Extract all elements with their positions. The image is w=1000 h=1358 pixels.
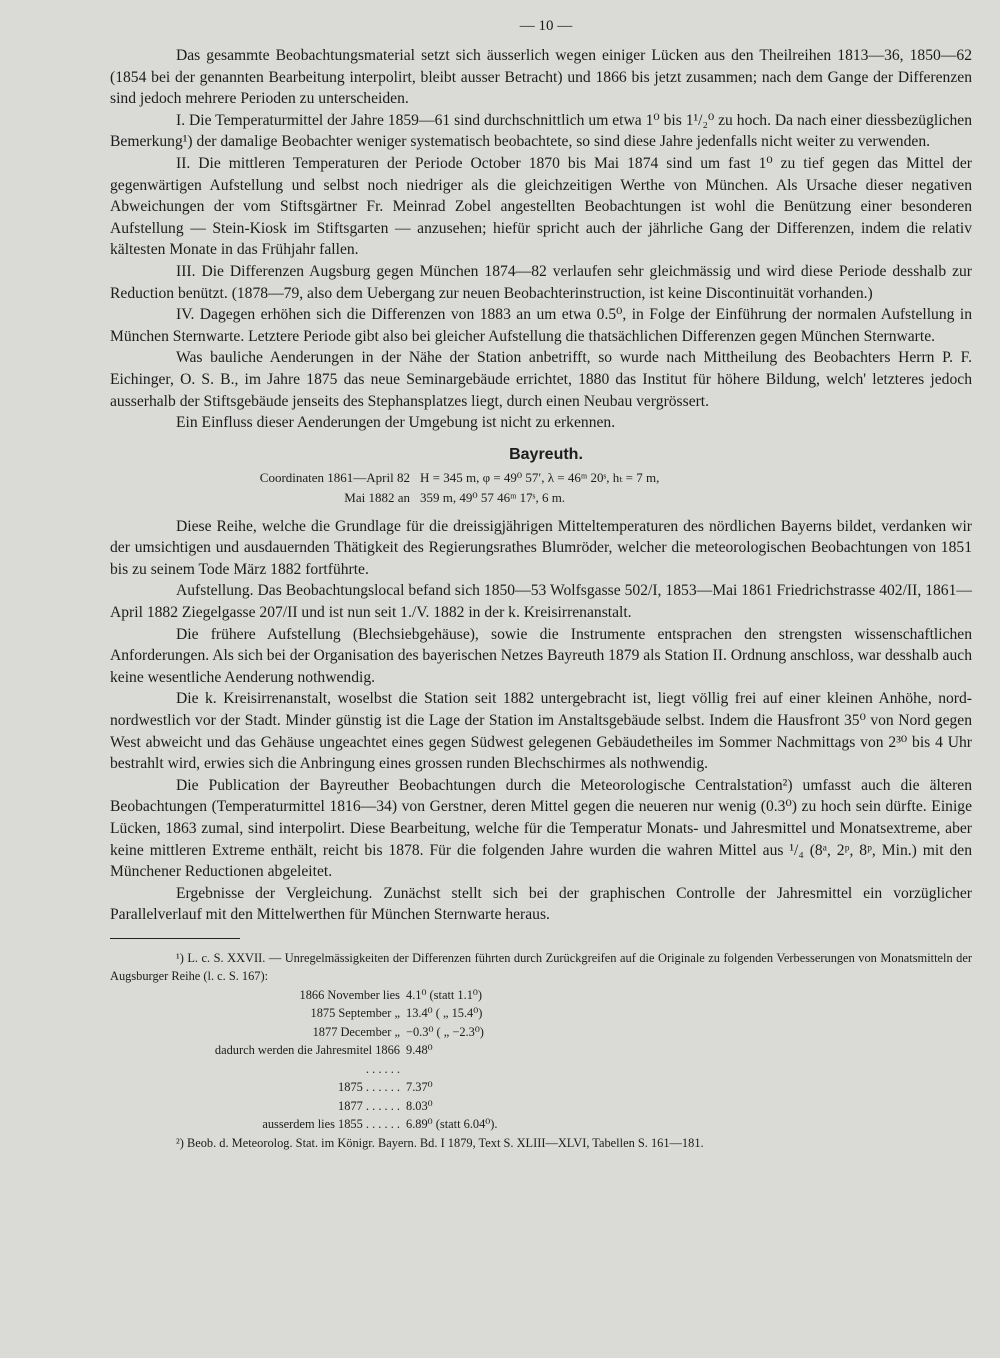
footnote-row-right: 8.03⁰ <box>406 1098 433 1113</box>
footnote-1-table <box>210 986 972 1134</box>
body-text-bottom <box>110 516 972 926</box>
paragraph: II. Die mittleren Temperaturen der Periode October 1870 bis Mai 1874 sind um fast 1⁰ zu tief gegen das Mittel der gegenwärtigen Aufstellung und selbst noch niedriger als die gleichzeitigen Werthe von München. Als Ursache dieser negativen Abweichungen der vom Stiftsgärtner Fr. Meinrad Zobel angestellten Beobachtungen ist wohl die Benützung einer besonderen Aufstellung — Stein-Kiosk im Stiftsgarten — anzusehen; hiefür spricht auch der jährliche Gang der Differenzen, indem die relativ kältesten Monate in das Frühjahr fallen. <box>110 154 972 259</box>
footnote-row <box>210 1115 972 1134</box>
paragraph: IV. Dagegen erhöhen sich die Differenzen von 1883 an um etwa 0.5⁰, in Folge der Einführung der normalen Aufstellung in München Sternwarte. Letztere Periode gibt also bei gleicher Aufstellung die thatsächlichen Differenzen gegen München Sternwarte. <box>110 306 972 345</box>
paragraph: Ein Einfluss dieser Aenderungen der Umgebung ist nicht zu erkennen. <box>176 414 616 432</box>
footnote-2: ²) Beob. d. Meteorolog. Stat. im Königr. Bayern. Bd. I 1879, Text S. XLIII—XLVI, Tabellen S. 161—181. <box>176 1135 704 1150</box>
footnote-row-left: 1866 November lies <box>299 987 400 1002</box>
section-title: Bayreuth. <box>509 445 583 463</box>
footnote-row-left: 1875 September „ <box>310 1006 400 1021</box>
footnote-row-right: 13.4⁰ ( „ 15.4⁰) <box>406 1006 483 1021</box>
footnote-row-left: 1875 . . . . . . <box>338 1080 400 1095</box>
footnote-row-left: ausserdem lies 1855 . . . . . . <box>262 1117 400 1132</box>
coordinates-label: Coordinaten 1861—April 82 <box>259 469 410 485</box>
coordinates-value: 359 m, 49⁰ 57 46ᵐ 17ˢ, 6 m. <box>420 489 566 505</box>
paragraph: Was bauliche Aenderungen in der Nähe der Station anbetrifft, so wurde nach Mittheilung des Beobachters Herrn P. F. Eichinger, O. S. B., im Jahre 1875 das neue Seminargebäude errichtet, 1880 das Institut für höhere Bildung, welch' letzteres jedoch ausserhalb der Stiftsgebäude jenseits des Stephansplatzes liegt, durch einen Neubau vergrössert. <box>110 349 972 410</box>
coordinates-label: Mai 1882 an <box>344 489 410 505</box>
paragraph: Diese Reihe, welche die Grundlage für die dreissigjährigen Mitteltemperaturen des nördlichen Bayerns bildet, verdanken wir der umsichtigen und ausdauernden Thätigkeit des Regierungsrathes Blumröder, welcher die meteorologischen Beobachtungen von 1851 bis zu seinem Tode März 1882 fortführte. <box>110 517 972 578</box>
footnote-row-right: 7.37⁰ <box>406 1080 433 1095</box>
footnote-row-right: 4.1⁰ (statt 1.1⁰) <box>406 987 483 1002</box>
body-text-top <box>110 45 972 434</box>
footnote-row <box>210 1078 972 1097</box>
footnote-1-intro: ¹) L. c. S. XXVII. — Unregelmässigkeiten der Differenzen führten durch Zurückgreifen auf die Originale zu folgenden Verbesserungen von Monatsmitteln der Augsburger Reihe (l. c. S. 167): <box>110 950 972 984</box>
paragraph: Die Publication der Bayreuther Beobachtungen durch die Meteorologische Centralstation²) umfasst auch die älteren Beobachtungen (Temperaturmittel 1816—34) von Gerstner, deren Mittel gegen die neueren nur wenig (0.3⁰) zu hoch sein dürfte. Einige Lücken, 1863 zumal, sind interpolirt. Diese Bearbeitung, welche für die Temperatur Monats- und Jahresmittel und Monatsextreme, aber keine mittleren Extreme enthält, reicht bis 1878. Für die folgenden Jahre wurden die wahren Mittel aus ¹/₄ (8ᵃ, 2ᵖ, 8ᵖ, Min.) mit den Münchener Reductionen abgeleitet. <box>110 776 972 881</box>
footnotes <box>110 949 972 1153</box>
coordinates-row <box>110 488 972 508</box>
footnote-row-left: 1877 December „ <box>312 1024 400 1039</box>
footnote-row-right: 6.89⁰ (statt 6.04⁰). <box>406 1117 498 1132</box>
paragraph: I. Die Temperaturmittel der Jahre 1859—61 sind durchschnittlich um etwa 1⁰ bis 1¹/₂⁰ zu hoch. Da nach einer diessbezüglichen Bemerkung¹) der damalige Beobachter weniger systematisch beobachtete, so sind diese Jahre jedenfalls nicht weiter zu verwenden. <box>110 111 972 151</box>
footnote-row-left: dadurch werden die Jahresmitel 1866 . . . . . . <box>214 1043 400 1076</box>
footnote-row <box>210 1023 972 1042</box>
paragraph: Das gesammte Beobachtungsmaterial setzt sich äusserlich wegen einiger Lücken aus den Theilreihen 1813—36, 1850—62 (1854 bei der genannten Bearbeitung interpolirt, bleibt ausser Betracht) und 1866 bis jetzt zusammen; nach dem Gange der Differenzen sind jedoch mehrere Perioden zu unterscheiden. <box>110 47 972 108</box>
page-number: — 10 — <box>519 18 573 34</box>
coordinates-block <box>110 468 972 508</box>
footnote-row <box>210 1004 972 1023</box>
footnote-row <box>210 1097 972 1116</box>
paragraph: Die k. Kreisirrenanstalt, woselbst die Station seit 1882 untergebracht ist, liegt völlig frei auf einer kleinen Anhöhe, nord-nordwestlich vor der Stadt. Minder günstig ist die Lage der Station im Anstaltsgebäude selbst. Indem die Hausfront 35⁰ von Nord gegen West abweicht und das Gehäuse ungeachtet eines gegen Südwest gelegenen Gebäudetheiles im Sommer Nachmittags von 2³⁰ bis 4 Uhr bestrahlt wird, erwies sich die Anbringung eines grossen runden Blechschirmes als nothwendig. <box>110 690 972 773</box>
paragraph: Aufstellung. Das Beobachtungslocal befand sich 1850—53 Wolfsgasse 502/I, 1853—Mai 1861 Friedrichstrasse 402/II, 1861—April 1882 Ziegelgasse 207/II und ist nun seit 1./V. 1882 in der k. Kreisirrenanstalt. <box>110 582 972 622</box>
paragraph: Die frühere Aufstellung (Blechsiebgehäuse), sowie die Instrumente entsprachen den strengsten wissenschaftlichen Anforderungen. Als sich bei der Organisation des bayerischen Netzes Bayreuth 1879 als Station II. Ordnung anschloss, war desshalb auch keine wesentliche Aenderung nothwendig. <box>110 625 972 686</box>
coordinates-value: H = 345 m, φ = 49⁰ 57′, λ = 46ᵐ 20ˢ, hₜ = 7 m, <box>420 469 660 485</box>
coordinates-row <box>110 468 972 488</box>
footnote-row-right: −0.3⁰ ( „ −2.3⁰) <box>406 1024 484 1039</box>
paragraph: III. Die Differenzen Augsburg gegen München 1874—82 verlaufen sehr gleichmässig und wird diese Periode desshalb zur Reduction benützt. (1878—79, also dem Uebergang zur neuen Beobachterinstruction, ist keine Discontinuität vorhanden.) <box>110 262 972 302</box>
footnote-row <box>210 1041 972 1078</box>
footnote-row-right: 9.48⁰ <box>406 1043 433 1058</box>
footnote-row <box>210 986 972 1005</box>
footnote-divider <box>110 938 240 939</box>
footnote-row-left: 1877 . . . . . . <box>338 1098 400 1113</box>
paragraph: Ergebnisse der Vergleichung. Zunächst stellt sich bei der graphischen Controlle der Jahresmittel ein vorzüglicher Parallelverlauf mit den Mittelwerthen für München Sternwarte heraus. <box>110 884 972 924</box>
